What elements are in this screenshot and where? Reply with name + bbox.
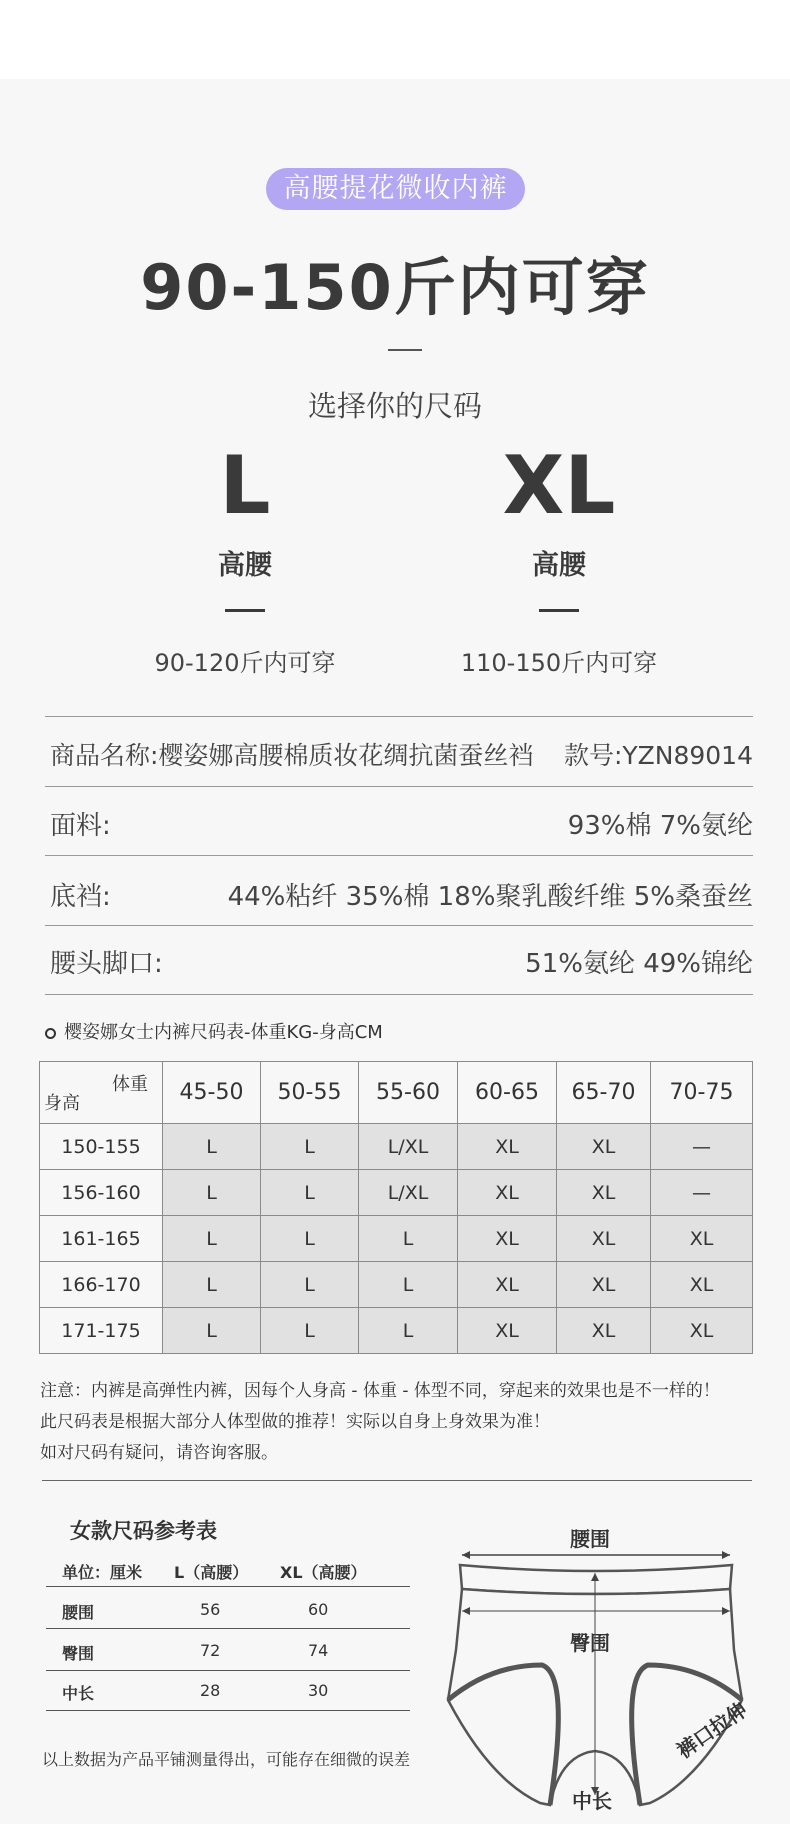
size-cell: XL <box>651 1216 753 1262</box>
note-line: 如对尺码有疑问，请咨询客服。 <box>40 1443 278 1463</box>
size-cell: L <box>261 1170 359 1216</box>
ref-divider <box>46 1628 410 1629</box>
size-cell: L <box>261 1262 359 1308</box>
size-cell: XL <box>458 1308 557 1354</box>
top-bar <box>0 0 790 79</box>
table-row <box>40 1308 753 1354</box>
info-divider <box>45 925 753 926</box>
ref-row-l: 72 <box>200 1641 221 1660</box>
size-cell: L <box>359 1262 458 1308</box>
size-cell: L <box>163 1216 261 1262</box>
size-cell: XL <box>557 1262 651 1308</box>
weight-col-header: 65-70 <box>557 1062 651 1124</box>
weight-col-header: 55-60 <box>359 1062 458 1124</box>
table-corner <box>40 1062 163 1124</box>
size-cell: L <box>163 1170 261 1216</box>
size-xl-range: 110-150斤内可穿 <box>460 649 658 677</box>
note-line: 注意：内裤是高弹性内裤，因每个人身高 - 体重 - 体型不同，穿起来的效果也是不一样的！ <box>40 1381 720 1401</box>
size-cell: XL <box>557 1308 651 1354</box>
info-divider <box>45 786 753 787</box>
table-row <box>40 1170 753 1216</box>
height-cell: 156-160 <box>40 1170 163 1216</box>
height-cell: 171-175 <box>40 1308 163 1354</box>
info-divider <box>45 994 753 995</box>
weight-col-header: 60-65 <box>458 1062 557 1124</box>
product-model: 款号:YZN89014 <box>563 741 753 770</box>
size-table-header <box>40 1062 753 1124</box>
size-table <box>39 1061 753 1354</box>
height-header: 身高 <box>44 1093 80 1114</box>
product-tag: 高腰提花微收内裤 <box>266 168 525 210</box>
size-xl-dash <box>539 609 579 612</box>
size-cell: L <box>261 1124 359 1170</box>
size-cell: XL <box>458 1170 557 1216</box>
size-l-letter: L <box>219 439 271 532</box>
crotch-row <box>50 874 753 914</box>
ref-row-xl: 60 <box>308 1600 329 1619</box>
weight-col-header: 70-75 <box>651 1062 753 1124</box>
crotch-label: 底裆: <box>50 881 111 912</box>
size-cell: L <box>261 1216 359 1262</box>
ref-row-name: 臀围 <box>62 1644 95 1663</box>
product-name-row <box>50 734 753 774</box>
size-l-range: 90-120斤内可穿 <box>154 649 336 677</box>
info-divider <box>45 855 753 856</box>
size-cell: XL <box>651 1262 753 1308</box>
weight-col-header: 50-55 <box>261 1062 359 1124</box>
ref-row-name: 中长 <box>62 1684 95 1703</box>
size-cell: XL <box>458 1216 557 1262</box>
section-divider <box>42 1480 752 1481</box>
underwear-outline-icon <box>430 1515 760 1815</box>
headline: 90-150斤内可穿 <box>140 251 650 324</box>
reference-title: 女款尺码参考表 <box>70 1519 217 1543</box>
ref-row-xl: 30 <box>308 1681 329 1700</box>
size-cell: XL <box>458 1124 557 1170</box>
waistband-label: 腰头脚口: <box>50 948 163 979</box>
weight-col-header: 45-50 <box>163 1062 261 1124</box>
size-l-waist: 高腰 <box>218 550 272 581</box>
size-cell: XL <box>651 1308 753 1354</box>
height-cell: 150-155 <box>40 1124 163 1170</box>
underwear-diagram <box>430 1515 760 1815</box>
size-table-caption-text: 樱姿娜女士内裤尺码表-体重KG-身高CM <box>64 1022 383 1043</box>
height-cell: 166-170 <box>40 1262 163 1308</box>
col-l-header: L（高腰） <box>174 1563 249 1582</box>
size-cell: L/XL <box>359 1124 458 1170</box>
fabric-value: 93%棉 7%氨纶 <box>567 810 753 841</box>
waistband-row <box>50 941 753 981</box>
size-xl-letter: XL <box>502 439 616 532</box>
weight-header: 体重 <box>112 1074 148 1095</box>
circle-icon <box>45 1028 56 1039</box>
ref-divider <box>46 1586 410 1587</box>
fabric-row <box>50 803 753 843</box>
size-cell: L <box>359 1216 458 1262</box>
table-row <box>40 1124 753 1170</box>
height-cell: 161-165 <box>40 1216 163 1262</box>
table-row <box>40 1262 753 1308</box>
hip-label: 臀围 <box>570 1631 610 1655</box>
length-label: 中长 <box>572 1789 612 1813</box>
divider-dash <box>388 349 422 351</box>
col-xl-header: XL（高腰） <box>280 1563 367 1582</box>
size-cell: L <box>163 1262 261 1308</box>
size-cell: — <box>651 1170 753 1216</box>
note-line: 此尺码表是根据大部分人体型做的推荐！实际以自身上身效果为准！ <box>40 1412 550 1432</box>
size-cell: — <box>651 1124 753 1170</box>
size-table-caption <box>45 1018 383 1044</box>
ref-divider <box>46 1710 410 1711</box>
leg-stretch-label: 裤口拉伸 <box>672 1697 752 1763</box>
waist-label: 腰围 <box>570 1527 610 1551</box>
size-cell: L <box>163 1124 261 1170</box>
size-cell: XL <box>557 1124 651 1170</box>
reference-footnote: 以上数据为产品平铺测量得出，可能存在细微的误差 <box>42 1750 411 1769</box>
size-cell: L <box>261 1308 359 1354</box>
ref-divider <box>46 1670 410 1671</box>
ref-row-l: 28 <box>200 1681 221 1700</box>
table-row <box>40 1216 753 1262</box>
size-cell: XL <box>458 1262 557 1308</box>
size-cell: XL <box>557 1170 651 1216</box>
product-name: 商品名称:樱姿娜高腰棉质妆花绸抗菌蚕丝裆 <box>50 741 534 770</box>
fabric-label: 面料: <box>50 810 111 841</box>
ref-row-name: 腰围 <box>62 1603 95 1622</box>
size-cell: L <box>359 1308 458 1354</box>
size-cell: XL <box>557 1216 651 1262</box>
info-divider <box>45 716 753 717</box>
unit-label: 单位：厘米 <box>62 1563 143 1582</box>
ref-row-xl: 74 <box>308 1641 329 1660</box>
choose-size-title: 选择你的尺码 <box>307 389 482 423</box>
size-xl-waist: 高腰 <box>532 550 586 581</box>
size-cell: L/XL <box>359 1170 458 1216</box>
size-cell: L <box>163 1308 261 1354</box>
size-l-dash <box>225 609 265 612</box>
crotch-value: 44%粘纤 35%棉 18%聚乳酸纤维 5%桑蚕丝 <box>227 881 753 912</box>
waistband-value: 51%氨纶 49%锦纶 <box>525 948 753 979</box>
ref-row-l: 56 <box>200 1600 221 1619</box>
